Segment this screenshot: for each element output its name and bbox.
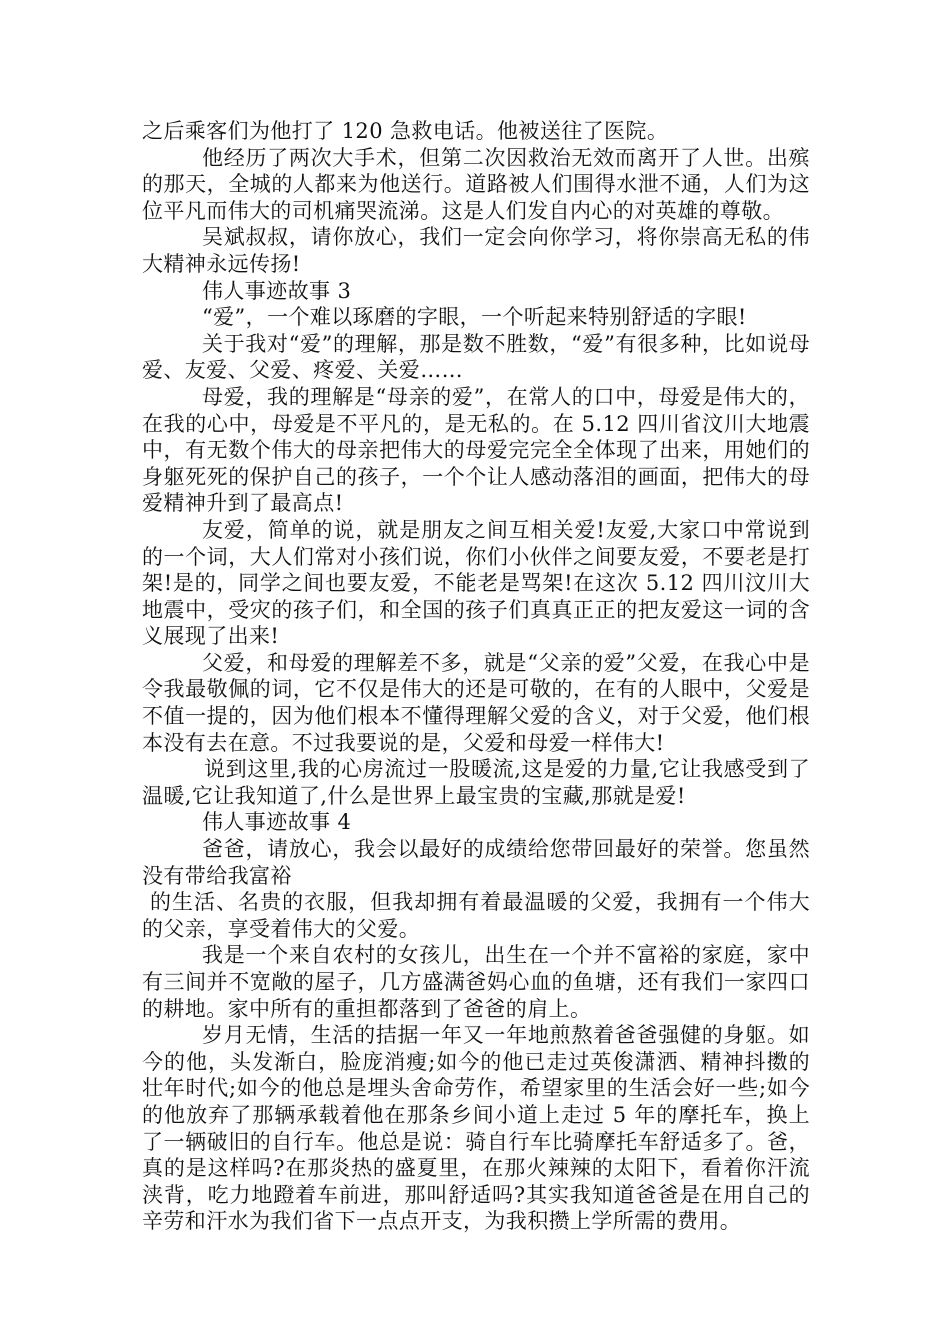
paragraph-tribute: 吴斌叔叔，请你放心，我们一定会向你学习，将你崇高无私的伟大精神永远传扬! xyxy=(142,225,810,276)
paragraph-promise-cont: 的生活、名贵的衣服，但我却拥有着最温暖的父爱，我拥有一个伟大的父亲，享受着伟大的父爱。 xyxy=(142,890,810,941)
document-body xyxy=(142,118,810,1235)
paragraph-love-intro: “爱”，一个难以琢磨的字眼，一个听起来特别舒适的字眼! xyxy=(202,305,747,330)
paragraph-warmth: 说到这里,我的心房流过一股暖流,这是爱的力量,它让我感受到了温暖,它让我知道了,什么是世界上最宝贵的宝藏,那就是爱! xyxy=(142,757,810,808)
paragraph-family: 我是一个来自农村的女孩儿，出生在一个并不富裕的家庭，家中有三间并不宽敞的屋子，几方盛满爸妈心血的鱼塘，还有我们一家四口的耕地。家中所有的重担都落到了爸爸的肩上。 xyxy=(142,943,810,1021)
paragraph-promise: 爸爸，请放心，我会以最好的成绩给您带回最好的荣誉。您虽然没有带给我富裕 xyxy=(142,837,810,888)
story-heading-4: 伟人事迹故事 4 xyxy=(202,810,352,835)
story-heading-3: 伟人事迹故事 3 xyxy=(202,278,352,303)
paragraph-years: 岁月无情，生活的拮据一年又一年地煎熬着爸爸强健的身躯。如今的他，头发渐白，脸庞消瘦;如今的他已走过英俊潇洒、精神抖擞的壮年时代;如今的他总是埋头舍命劳作，希望家里的生活会好一些;如今的他放弃了那辆承载着他在那条乡间小道上走过 5 年的摩托车，换上了一辆破旧的自行车。他总是说：骑自行车比骑摩托车舒适多了。爸，真的是这样吗?在那炎热的盛夏里，在那火辣辣的太阳下，看着你汗流浃背，吃力地蹬着车前进，那叫舒适吗?其实我知道爸爸是在用自己的辛劳和汗水为我们省下一点点开支，为我积攒上学所需的费用。 xyxy=(142,1023,810,1234)
paragraph-hospital: 之后乘客们为他打了 120 急救电话。他被送往了医院。 xyxy=(142,119,669,143)
paragraph-friendship: 友爱，简单的说，就是朋友之间互相关爱!友爱,大家口中常说到的一个词，大人们常对小孩们说，你们小伙伴之间要友爱，不要老是打架!是的，同学之间也要友爱，不能老是骂架!在这次 5.12 四川汶川大地震中，受灾的孩子们，和全国的孩子们真真正正的把友爱这一词的含义展现了出来! xyxy=(142,517,810,649)
paragraph-funeral: 他经历了两次大手术，但第二次因救治无效而离开了人世。出殡的那天，全城的人都来为他送行。道路被人们围得水泄不通，人们为这位平凡而伟大的司机痛哭流涕。这是人们发自内心的对英雄的尊敬。 xyxy=(142,145,810,223)
paragraph-father-love: 父爱，和母爱的理解差不多，就是“父亲的爱”父爱，在我心中是令我最敬佩的词，它不仅是伟大的还是可敬的，在有的人眼中，父爱是不值一提的，因为他们根本不懂得理解父爱的含义，对于父爱，他们根本没有去在意。不过我要说的是，父爱和母爱一样伟大! xyxy=(142,650,810,755)
paragraph-love-types: 关于我对“爱”的理解，那是数不胜数，“爱”有很多种，比如说母爱、友爱、父爱、疼爱、关爱…… xyxy=(142,331,810,383)
paragraph-mother-love: 母爱，我的理解是“母亲的爱”，在常人的口中，母爱是伟大的，在我的心中，母爱是不平凡的，是无私的。在 5.12 四川省汶川大地震中，有无数个伟大的母亲把伟大的母爱完完全全体现了出来，用她们的身躯死死的保护自己的孩子，一个个让人感动落泪的画面，把伟大的母爱精神升到了最高点! xyxy=(142,384,810,516)
